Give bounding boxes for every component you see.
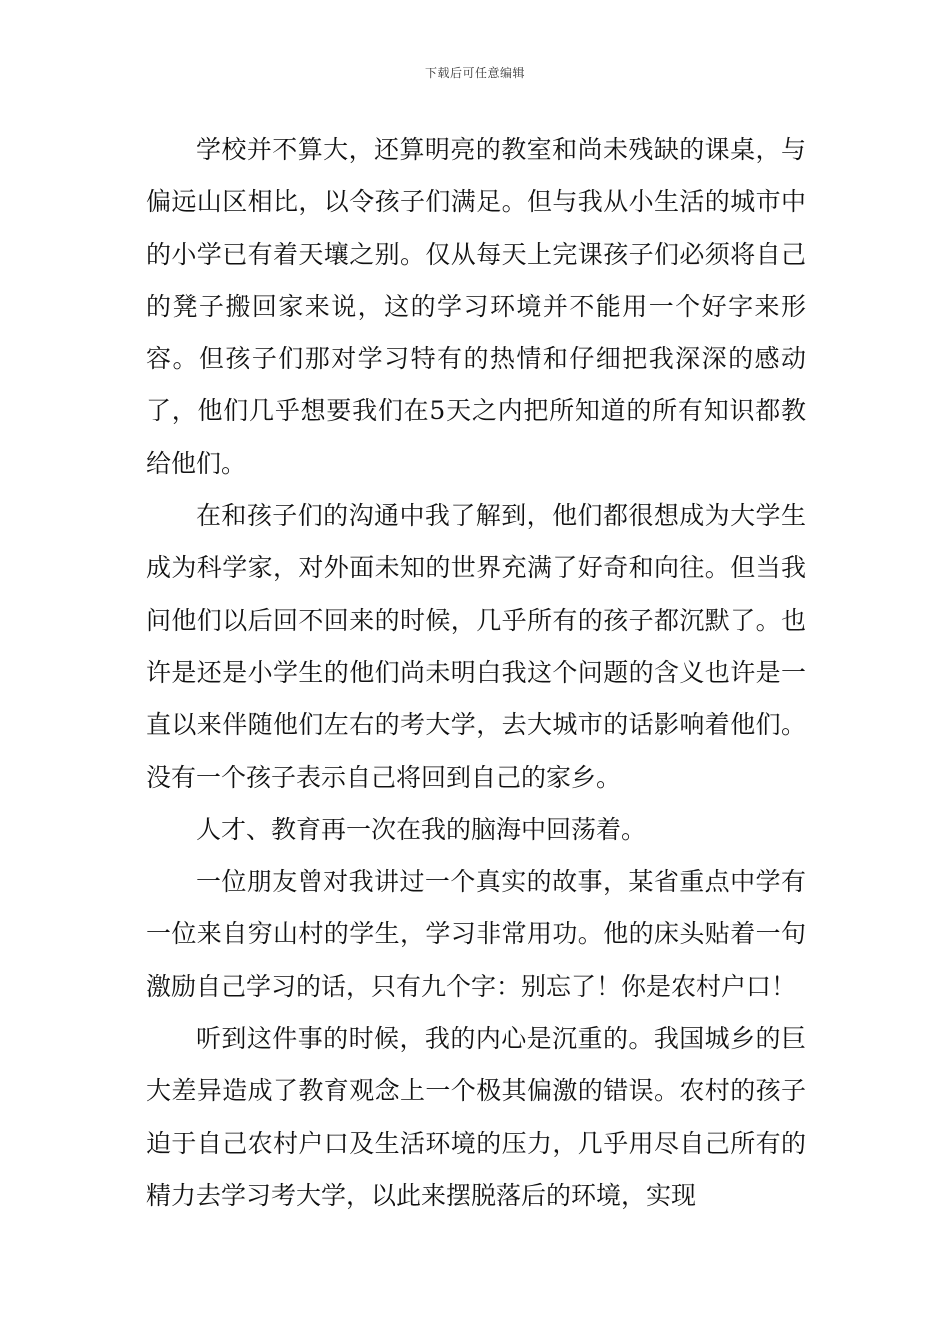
paragraph: 人才、教育再一次在我的脑海中回荡着。: [196, 814, 647, 844]
paragraph: 听到这件事的时候，我的内心是沉重的。我国城乡的巨大差异造成了教育观念上一个极其偏激的错误。农村的孩子迫于自己农村户口及生活环境的压力，几乎用尽自己所有的精力去学习考大学，以此来摆脱落后的环境，实现: [146, 1024, 806, 1210]
article-body: [146, 124, 806, 1222]
paragraph: 学校并不算大，还算明亮的教室和尚未残缺的课桌，与偏远山区相比，以令孩子们满足。但与我从小生活的城市中的小学已有着天壤之别。仅从每天上完课孩子们必须将自己的凳子搬回家来说，这的学习环境并不能用一个好字来形容。但孩子们那对学习特有的热情和仔细把我深深的感动了，他们几乎想要我们在5天之内把所知道的所有知识都教给他们。: [146, 135, 806, 478]
paragraph: 一位朋友曾对我讲过一个真实的故事，某省重点中学有一位来自穷山村的学生，学习非常用功。他的床头贴着一句激励自己学习的话，只有九个字：别忘了！你是农村户口！: [146, 867, 806, 1001]
header-note: 下载后可任意编辑: [424, 66, 525, 80]
paragraph: 在和孩子们的沟通中我了解到，他们都很想成为大学生成为科学家，对外面未知的世界充满了好奇和向往。但当我问他们以后回不回来的时候，几乎所有的孩子都沉默了。也许是还是小学生的他们尚未明白我这个问题的含义也许是一直以来伴随他们左右的考大学，去大城市的话影响着他们。没有一个孩子表示自己将回到自己的家乡。: [146, 501, 806, 792]
